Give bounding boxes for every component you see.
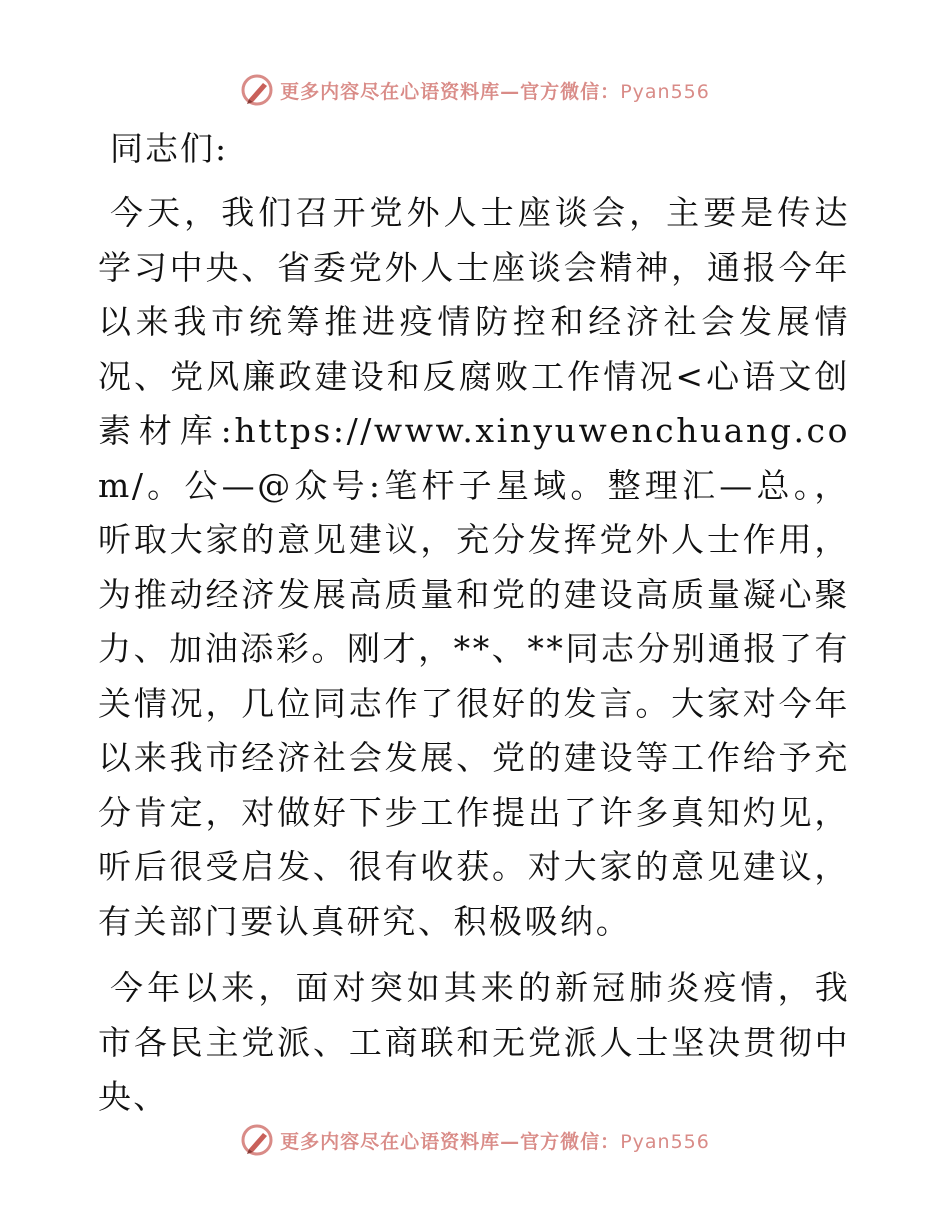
paragraph-2: 今年以来，面对突如其来的新冠肺炎疫情，我市各民主党派、工商联和无党派人士坚决贯彻中央、 [98, 968, 850, 1116]
pen-logo-icon [240, 73, 274, 107]
watermark-text: 更多内容尽在心语资料库—官方微信：Pyan556 [280, 1130, 710, 1153]
pen-logo-icon [240, 1123, 274, 1157]
greeting: 同志们: [110, 129, 229, 168]
footer-watermark [0, 1120, 950, 1160]
watermark-text: 更多内容尽在心语资料库—官方微信：Pyan556 [280, 80, 710, 103]
header-watermark [0, 70, 950, 110]
document-body [98, 124, 850, 1137]
paragraph-1: 今天，我们召开党外人士座谈会，主要是传达学习中央、省委党外人士座谈会精神，通报今年以来我市统筹推进疫情防控和经济社会发展情况、党风廉政建设和反腐败工作情况<心语文创素材库:https://www.xinyuwenchuang.com/。公—@众号:笔杆子星域。整理汇—总。，听取大家的意见建议，充分发挥党外人士作用，为推动经济发展高质量和党的建设高质量凝心聚力、加油添彩。刚才，**、**同志分别通报了有关情况，几位同志作了很好的发言。大家对今年以来我市经济社会发展、党的建设等工作给予充分肯定，对做好下步工作提出了许多真知灼见，听后很受启发、很有收获。对大家的意见建议，有关部门要认真研究、积极吸纳。 [98, 193, 850, 941]
